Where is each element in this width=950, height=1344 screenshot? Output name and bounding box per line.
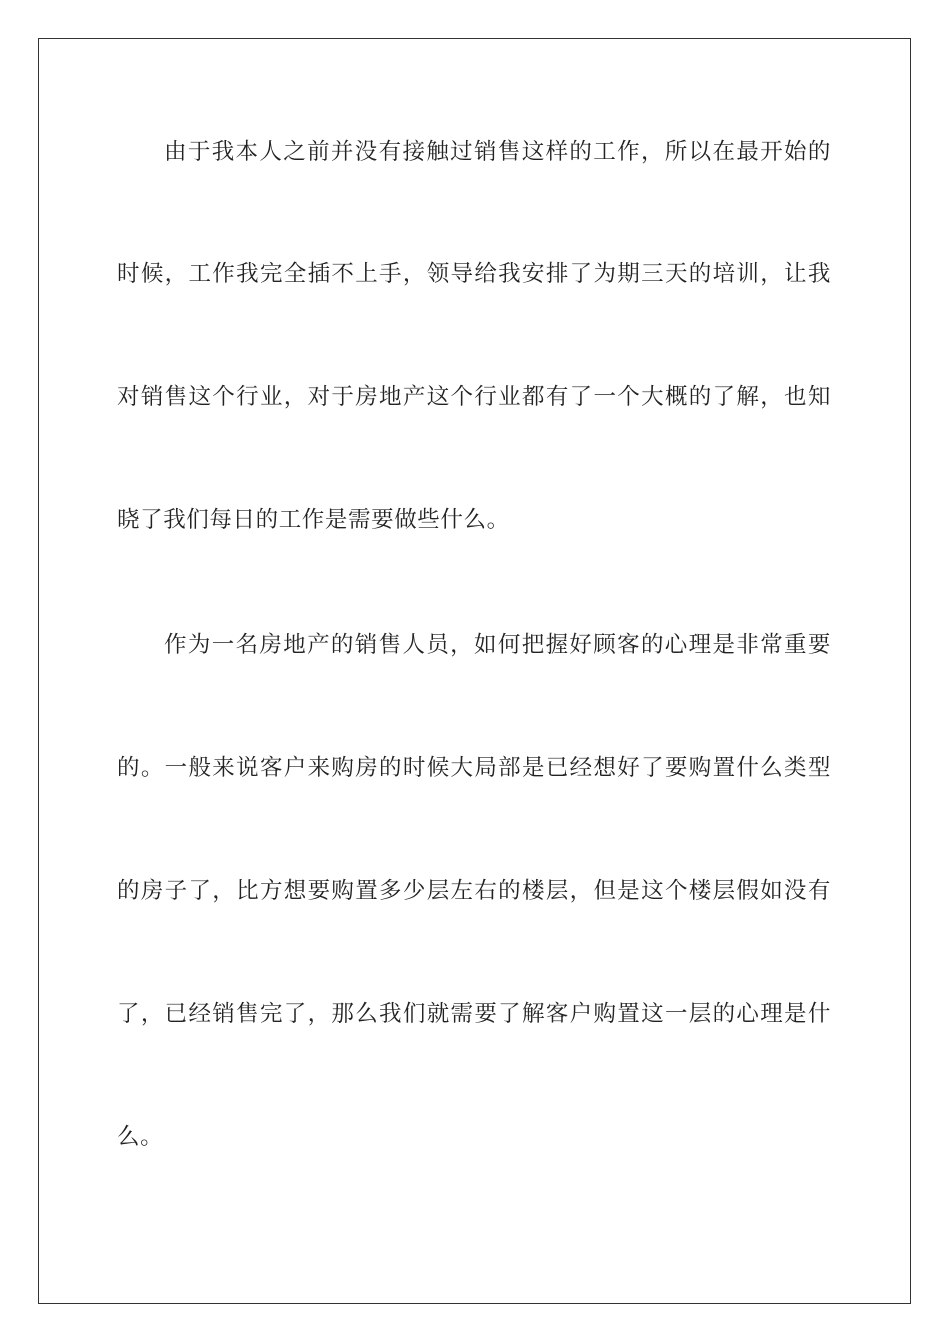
page-border [38,38,911,1304]
paragraph-1-line-4: 晓了我们每日的工作是需要做些什么。 [117,507,510,533]
paragraph-1-line-2: 时候，工作我完全插不上手，领导给我安排了为期三天的培训，让我 [117,261,831,287]
paragraph-2-line-5: 么。 [117,1124,164,1150]
paragraph-2-line-3: 的房子了，比方想要购置多少层左右的楼层，但是这个楼层假如没有 [117,878,831,904]
paragraph-2-line-2: 的。一般来说客户来购房的时候大局部是已经想好了要购置什么类型 [117,755,831,781]
paragraph-2-line-4: 了，已经销售完了，那么我们就需要了解客户购置这一层的心理是什 [117,1001,831,1027]
paragraph-2-line-1: 作为一名房地产的销售人员，如何把握好顾客的心理是非常重要 [164,632,831,658]
paragraph-1-line-1: 由于我本人之前并没有接触过销售这样的工作，所以在最开始的 [164,139,831,165]
paragraph-1-line-3: 对销售这个行业，对于房地产这个行业都有了一个大概的了解，也知 [117,384,831,410]
